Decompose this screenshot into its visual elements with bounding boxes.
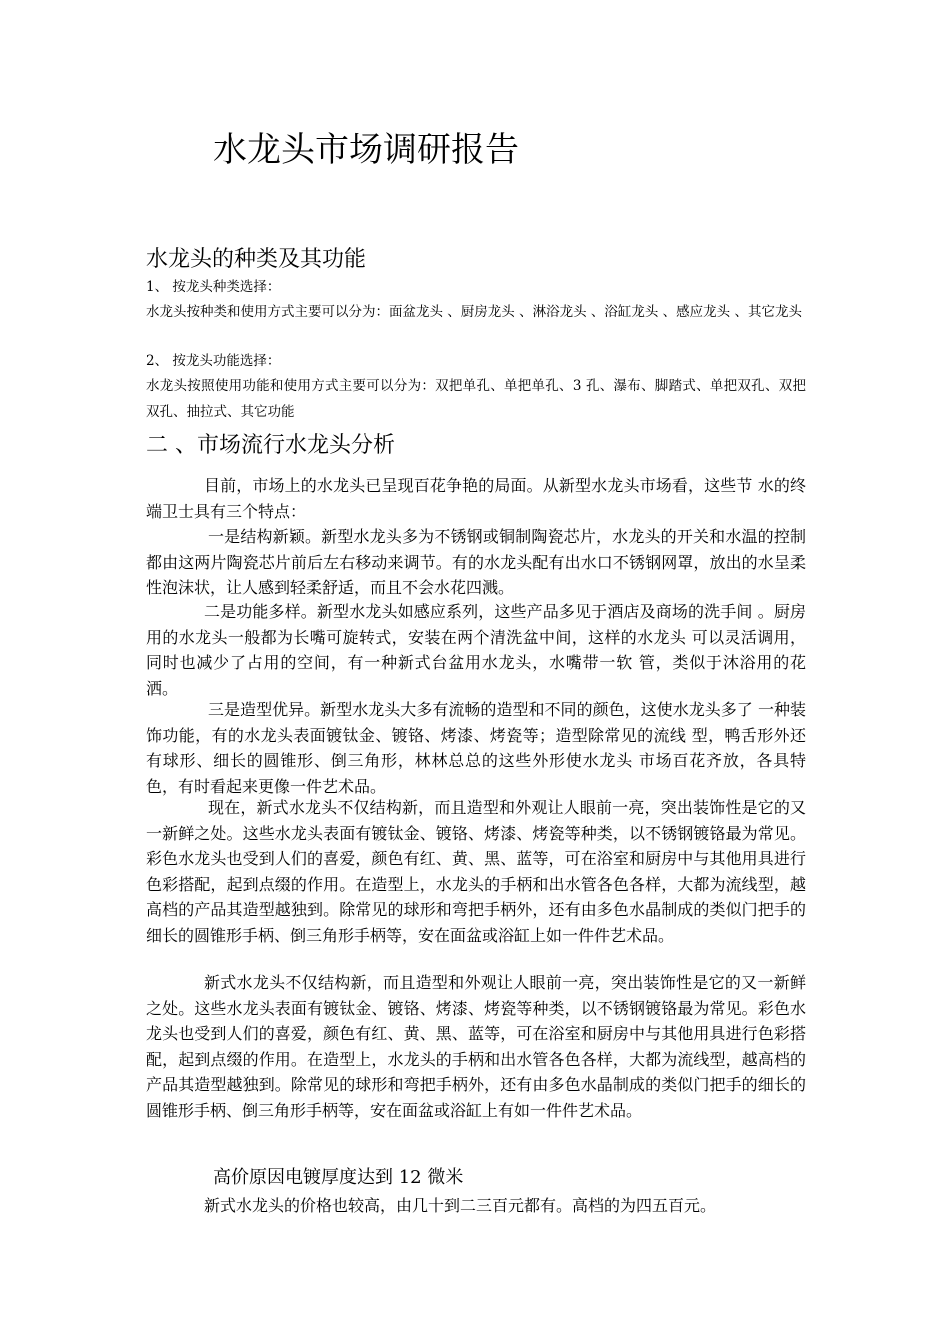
paragraph: 一是结构新颖。新型水龙头多为不锈钢或铜制陶瓷芯片，水龙头的开关和水温的控制都由这两片陶瓷芯片前后左右移动来调节。有的水龙头配有出水口不锈钢网罩，放出的水呈柔性泡沫状，让人感到轻柔舒适，而且不会水花四溅。 bbox=[146, 527, 806, 597]
list-item-label: 2、 按龙头功能选择： bbox=[146, 353, 281, 369]
paragraph: 新式水龙头的价格也较高，由几十到二三百元都有。高档的为四五百元。 bbox=[204, 1196, 717, 1215]
section-heading-market: 二 、市场流行水龙头分析 bbox=[146, 433, 395, 458]
paragraph: 三是造型优异。新型水龙头大多有流畅的造型和不同的颜色，这使水龙头多了 一种装饰功能，有的水龙头表面镀钛金、镀铬、烤漆、烤瓷等；造型除常见的流线 型，鸭舌形外还有球形、细长的圆锥形、倒三角形，林林总总的这些外形使水龙头 市场百花齐放，各具特色，有时看起来更像一件艺术品。 bbox=[146, 700, 806, 796]
list-item-text: 水龙头按照使用功能和使用方式主要可以分为：双把单孔、单把单孔、3 孔、瀑布、脚踏式、单把双孔、双把双孔、抽拉式、其它功能 bbox=[146, 378, 806, 420]
list-item-text: 水龙头按种类和使用方式主要可以分为：面盆龙头 、厨房龙头 、淋浴龙头 、浴缸龙头 、感应龙头 、其它龙头 bbox=[146, 304, 802, 320]
paragraph: 二是功能多样。新型水龙头如感应系列，这些产品多见于酒店及商场的洗手间 。厨房用的水龙头一般都为长嘴可旋转式，安装在两个清洗盆中间，这样的水龙头 可以灵活调用，同时也减少了占用的空间，有一种新式台盆用水龙头，水嘴带一软 管，类似于沐浴用的花洒。 bbox=[146, 602, 806, 698]
paragraph: 新式水龙头不仅结构新，而且造型和外观让人眼前一亮，突出装饰性是它的又一新鲜之处。这些水龙头表面有镀钛金、镀铬、烤漆、烤瓷等种类，以不锈钢镀铬最为常见。彩色水龙头也受到人们的喜爱，颜色有红、黄、黑、蓝等，可在浴室和厨房中与其他用具进行色彩搭配，起到点缀的作用。在造型上，水龙头的手柄和出水管各色各样，大都为流线型，越高档的产品其造型越独到。除常见的球形和弯把手柄外，还有由多色水晶制成的类似门把手的细长的圆锥形手柄、倒三角形手柄等，安在面盆或浴缸上有如一件件艺术品。 bbox=[146, 973, 806, 1120]
paragraph: 现在，新式水龙头不仅结构新，而且造型和外观让人眼前一亮，突出装饰性是它的又一新鲜之处。这些水龙头表面有镀钛金、镀铬、烤漆、烤瓷等种类，以不锈钢镀铬最为常见。彩色水龙头也受到人们的喜爱，颜色有红、黄、黑、蓝等，可在浴室和厨房中与其他用具进行色彩搭配，起到点缀的作用。在造型上，水龙头的手柄和出水管各色各样，大都为流线型，越高档的产品其造型越独到。除常见的球形和弯把手柄外，还有由多色水晶制成的类似门把手的细长的圆锥形手柄、倒三角形手柄等，安在面盆或浴缸上如一件件艺术品。 bbox=[146, 798, 806, 945]
list-item-label: 1、 按龙头种类选择： bbox=[146, 279, 281, 295]
document-title: 水龙头市场调研报告 bbox=[213, 130, 519, 170]
section-heading-types: 水龙头的种类及其功能 bbox=[146, 247, 367, 272]
sub-heading-price: 高价原因电镀厚度达到 12 微米 bbox=[213, 1167, 464, 1188]
paragraph: 目前，市场上的水龙头已呈现百花争艳的局面。从新型水龙头市场看，这些节 水的终端卫士具有三个特点： bbox=[146, 476, 806, 521]
